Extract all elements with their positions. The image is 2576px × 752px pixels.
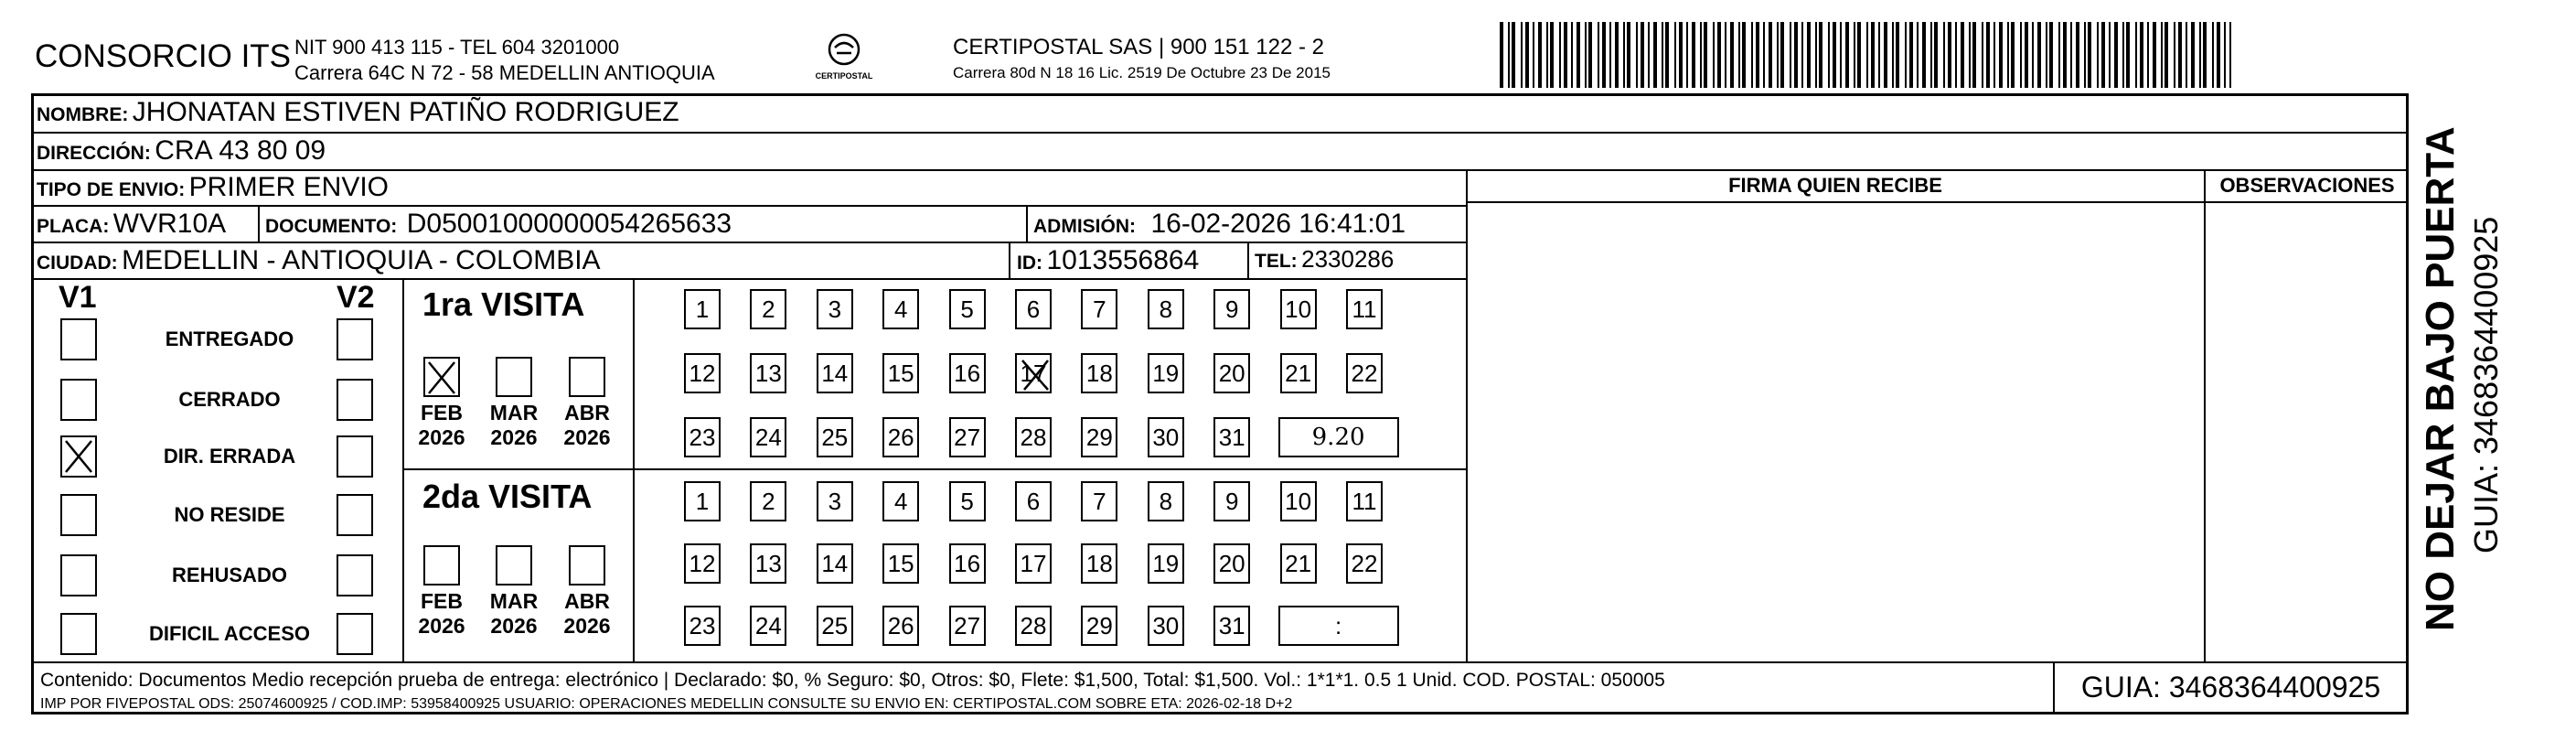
visit1-month-label	[486, 401, 541, 450]
status-v1-checkbox[interactable]	[60, 318, 97, 360]
footer-print-info: IMP POR FIVEPOSTAL ODS: 25074600925 / COD.IMP: 53958400925 USUARIO: OPERACIONES MEDELLIN CONSULTE SU ENVIO EN: CERTIPOSTAL.COM SOBRE ETA: 2026-02-18 D+2	[40, 696, 1293, 712]
visit1-day-box[interactable]: 25	[817, 417, 853, 457]
visit2-month-label	[560, 589, 615, 639]
side-warning: NO DEJAR BAJO PUERTA	[2418, 126, 2463, 631]
visit1-day-box[interactable]: 3	[817, 289, 853, 329]
carrier-info	[953, 35, 1331, 86]
divider	[31, 278, 1467, 280]
visit1-day-box[interactable]: 4	[882, 289, 919, 329]
visit1-day-box[interactable]: 21	[1280, 353, 1317, 393]
visit2-day-box[interactable]: 6	[1015, 481, 1052, 521]
visit2-day-box[interactable]: 26	[882, 606, 919, 646]
status-v2-checkbox[interactable]	[337, 435, 373, 478]
visit1-day-box[interactable]: 30	[1148, 417, 1184, 457]
tel-value: 2330286	[1301, 245, 1395, 273]
placa-value: WVR10A	[112, 209, 227, 239]
status-label: NO RESIDE	[174, 503, 285, 526]
divider	[258, 205, 260, 242]
visit2-day-box[interactable]: 19	[1148, 543, 1184, 584]
month-name: FEB	[421, 401, 463, 424]
divider	[31, 169, 2409, 171]
tipo-envio-label: TIPO DE ENVIO:	[37, 179, 186, 200]
status-label: ENTREGADO	[165, 328, 294, 350]
barcode	[1500, 22, 2231, 88]
divider	[1247, 242, 1249, 278]
visit1-day-box[interactable]: 16	[949, 353, 986, 393]
visit2-day-box[interactable]: 10	[1280, 481, 1317, 521]
month-year: 2026	[490, 614, 538, 638]
tipo-envio-value: PRIMER ENVIO	[188, 172, 390, 202]
documento-label: DOCUMENTO:	[265, 216, 398, 237]
visit1-day-box[interactable]: 20	[1213, 353, 1250, 393]
visit1-day-box[interactable]: 1	[684, 289, 721, 329]
documento-value: D05001000000054265633	[406, 209, 732, 239]
visit1-day-box[interactable]: 18	[1081, 353, 1117, 393]
divider	[402, 468, 1467, 470]
ciudad-value: MEDELLIN - ANTIOQUIA - COLOMBIA	[122, 245, 601, 275]
divider	[31, 242, 1467, 243]
status-v1-checkbox[interactable]	[60, 379, 97, 421]
month-name: ABR	[564, 401, 610, 424]
admision-field	[1033, 209, 1406, 240]
visit1-month-label	[560, 401, 615, 450]
visit2-month-checkbox[interactable]	[423, 545, 460, 585]
visit1-month-checkbox[interactable]	[423, 357, 460, 397]
visit1-day-box[interactable]: 23	[684, 417, 721, 457]
day-number: 17	[1020, 360, 1047, 387]
status-v1-checkbox[interactable]	[60, 613, 97, 655]
divider	[1466, 169, 1468, 661]
status-v2-checkbox[interactable]	[337, 613, 373, 655]
carrier-line: CERTIPOSTAL SAS | 900 151 122 - 2	[953, 35, 1324, 59]
visit2-day-box[interactable]: 30	[1148, 606, 1184, 646]
visit2-day-box[interactable]: 25	[817, 606, 853, 646]
status-label: REHUSADO	[172, 564, 287, 586]
visit2-day-box[interactable]: 14	[817, 543, 853, 584]
divider	[2204, 169, 2206, 661]
tel-label: TEL:	[1255, 251, 1298, 272]
visit1-day-box[interactable]: 19	[1148, 353, 1184, 393]
direccion-label: DIRECCIÓN:	[37, 143, 151, 164]
visit2-day-box[interactable]: 15	[882, 543, 919, 584]
documento-field	[265, 209, 732, 240]
visit1-month-checkbox[interactable]	[496, 357, 532, 397]
visit1-month-label	[414, 401, 469, 450]
visit1-day-box[interactable]: 8	[1148, 289, 1184, 329]
visit1-day-box[interactable]: 13	[750, 353, 786, 393]
visit2-day-box[interactable]: 17	[1015, 543, 1052, 584]
visit1-day-box[interactable]: 29	[1081, 417, 1117, 457]
visit1-day-box[interactable]: 24	[750, 417, 786, 457]
visit2-day-box[interactable]: 20	[1213, 543, 1250, 584]
logo-text: CERTIPOSTAL	[815, 71, 873, 81]
visit1-day-box[interactable]: 5	[949, 289, 986, 329]
visit2-month-label	[414, 589, 469, 639]
handwritten-x-mark	[1017, 355, 1053, 395]
visit1-day-box[interactable]	[1015, 353, 1052, 393]
visit2-day-box[interactable]: 13	[750, 543, 786, 584]
month-year: 2026	[563, 425, 611, 449]
direccion-field	[37, 135, 326, 167]
placa-label: PLACA:	[37, 216, 110, 237]
visit2-day-box[interactable]: 11	[1346, 481, 1383, 521]
tel-field	[1255, 245, 1394, 274]
divider	[633, 278, 635, 661]
month-name: MAR	[489, 401, 539, 424]
status-v1-checkbox[interactable]	[60, 554, 97, 596]
divider	[31, 205, 1467, 207]
side-guia: GUIA: 3468364400925	[2467, 216, 2505, 553]
visit1-day-box[interactable]: 11	[1346, 289, 1383, 329]
nombre-label: NOMBRE:	[37, 104, 129, 125]
id-value: 1013556864	[1046, 245, 1200, 275]
visit2-month-checkbox[interactable]	[496, 545, 532, 585]
divider	[1467, 201, 2409, 203]
company-info	[294, 35, 715, 86]
placa-field	[37, 209, 226, 240]
status-v2-checkbox[interactable]	[337, 554, 373, 596]
visit1-day-box[interactable]: 7	[1081, 289, 1117, 329]
visit2-day-box[interactable]: 4	[882, 481, 919, 521]
visit1-day-box[interactable]: 12	[684, 353, 721, 393]
company-name: CONSORCIO ITS	[35, 38, 292, 74]
visit1-day-box[interactable]: 6	[1015, 289, 1052, 329]
visit2-day-box[interactable]: 3	[817, 481, 853, 521]
month-name: ABR	[564, 589, 610, 613]
firma-label: FIRMA QUIEN RECIBE	[1728, 174, 1942, 197]
status-v2-checkbox[interactable]	[337, 494, 373, 536]
admision-value: 16-02-2026 16:41:01	[1150, 209, 1406, 239]
visit2-day-box[interactable]: 29	[1081, 606, 1117, 646]
nombre-value: JHONATAN ESTIVEN PATIÑO RODRIGUEZ	[132, 97, 679, 127]
id-field	[1017, 245, 1199, 276]
nit-line: NIT 900 413 115 - TEL 604 3201000	[294, 36, 620, 59]
visit1-time-box[interactable]: 9.20	[1278, 417, 1399, 457]
id-label: ID:	[1017, 252, 1042, 274]
visit2-month-checkbox[interactable]	[569, 545, 605, 585]
footer-contents: Contenido: Documentos Medio recepción prueba de entrega: electrónico | Declarado: $0, % Seguro: $0, Otros: $0, Flete: $1,500, Total: $1,500. Vol.: 1*1*1. 0.5 1 Unid. COD. POSTAL: 050005	[40, 670, 1665, 691]
visit2-time-box[interactable]: :	[1278, 606, 1399, 646]
visit2-day-box[interactable]: 16	[949, 543, 986, 584]
certipostal-logo	[812, 31, 876, 84]
guia-number: GUIA: 3468364400925	[2053, 661, 2407, 713]
visit2-day-box[interactable]: 28	[1015, 606, 1052, 646]
visit1-month-checkbox[interactable]	[569, 357, 605, 397]
direccion-value: CRA 43 80 09	[155, 135, 326, 166]
visit1-day-box[interactable]: 27	[949, 417, 986, 457]
company-address: Carrera 64C N 72 - 58 MEDELLIN ANTIOQUIA	[294, 61, 715, 84]
visit2-day-box[interactable]: 12	[684, 543, 721, 584]
visit2-day-box[interactable]: 18	[1081, 543, 1117, 584]
visit1-day-box[interactable]: 31	[1213, 417, 1250, 457]
v2-header: V2	[337, 280, 375, 315]
month-year: 2026	[418, 425, 465, 449]
status-label: DIR. ERRADA	[163, 445, 296, 467]
carrier-address: Carrera 80d N 18 16 Lic. 2519 De Octubre 23 De 2015	[953, 64, 1331, 81]
visit1-day-box[interactable]: 15	[882, 353, 919, 393]
visit2-day-box[interactable]: 21	[1280, 543, 1317, 584]
visit2-day-box[interactable]: 9	[1213, 481, 1250, 521]
visit2-day-box[interactable]: 5	[949, 481, 986, 521]
status-v2-checkbox[interactable]	[337, 379, 373, 421]
divider	[1026, 205, 1028, 242]
month-name: FEB	[421, 589, 463, 613]
tipo-envio-field	[37, 172, 389, 203]
divider	[402, 278, 404, 661]
visit1-day-box[interactable]: 2	[750, 289, 786, 329]
ciudad-label: CIUDAD:	[37, 252, 118, 274]
status-v1-checkbox[interactable]	[60, 435, 97, 478]
month-year: 2026	[563, 614, 611, 638]
visit2-day-box[interactable]: 22	[1346, 543, 1383, 584]
visit2-title: 2da VISITA	[422, 478, 593, 515]
month-year: 2026	[490, 425, 538, 449]
visit2-day-box[interactable]: 23	[684, 606, 721, 646]
status-v1-checkbox[interactable]	[60, 494, 97, 536]
side-panel	[2414, 91, 2570, 714]
divider	[31, 661, 2409, 663]
visit2-day-box[interactable]: 24	[750, 606, 786, 646]
visit2-day-box[interactable]: 1	[684, 481, 721, 521]
visit2-day-box[interactable]: 31	[1213, 606, 1250, 646]
visit1-day-box[interactable]: 14	[817, 353, 853, 393]
observaciones-label: OBSERVACIONES	[2219, 174, 2395, 197]
month-year: 2026	[418, 614, 465, 638]
visit1-day-box[interactable]: 9	[1213, 289, 1250, 329]
status-label: DIFICIL ACCESO	[148, 622, 310, 645]
divider	[1009, 242, 1010, 278]
visit2-day-box[interactable]: 8	[1148, 481, 1184, 521]
visit2-day-box[interactable]: 7	[1081, 481, 1117, 521]
month-name: MAR	[489, 589, 539, 613]
visit2-day-box[interactable]: 27	[949, 606, 986, 646]
admision-label: ADMISIÓN:	[1033, 216, 1136, 237]
nombre-field	[37, 97, 679, 128]
status-label: CERRADO	[178, 388, 281, 411]
visit1-day-box[interactable]: 28	[1015, 417, 1052, 457]
ciudad-field	[37, 245, 601, 276]
divider	[31, 132, 2409, 134]
visit1-day-box[interactable]: 26	[882, 417, 919, 457]
visit1-day-box[interactable]: 10	[1280, 289, 1317, 329]
v1-header: V1	[59, 280, 97, 315]
visit1-title: 1ra VISITA	[422, 285, 585, 323]
visit2-day-box[interactable]: 2	[750, 481, 786, 521]
visit2-month-label	[486, 589, 541, 639]
status-v2-checkbox[interactable]	[337, 318, 373, 360]
visit1-day-box[interactable]: 22	[1346, 353, 1383, 393]
